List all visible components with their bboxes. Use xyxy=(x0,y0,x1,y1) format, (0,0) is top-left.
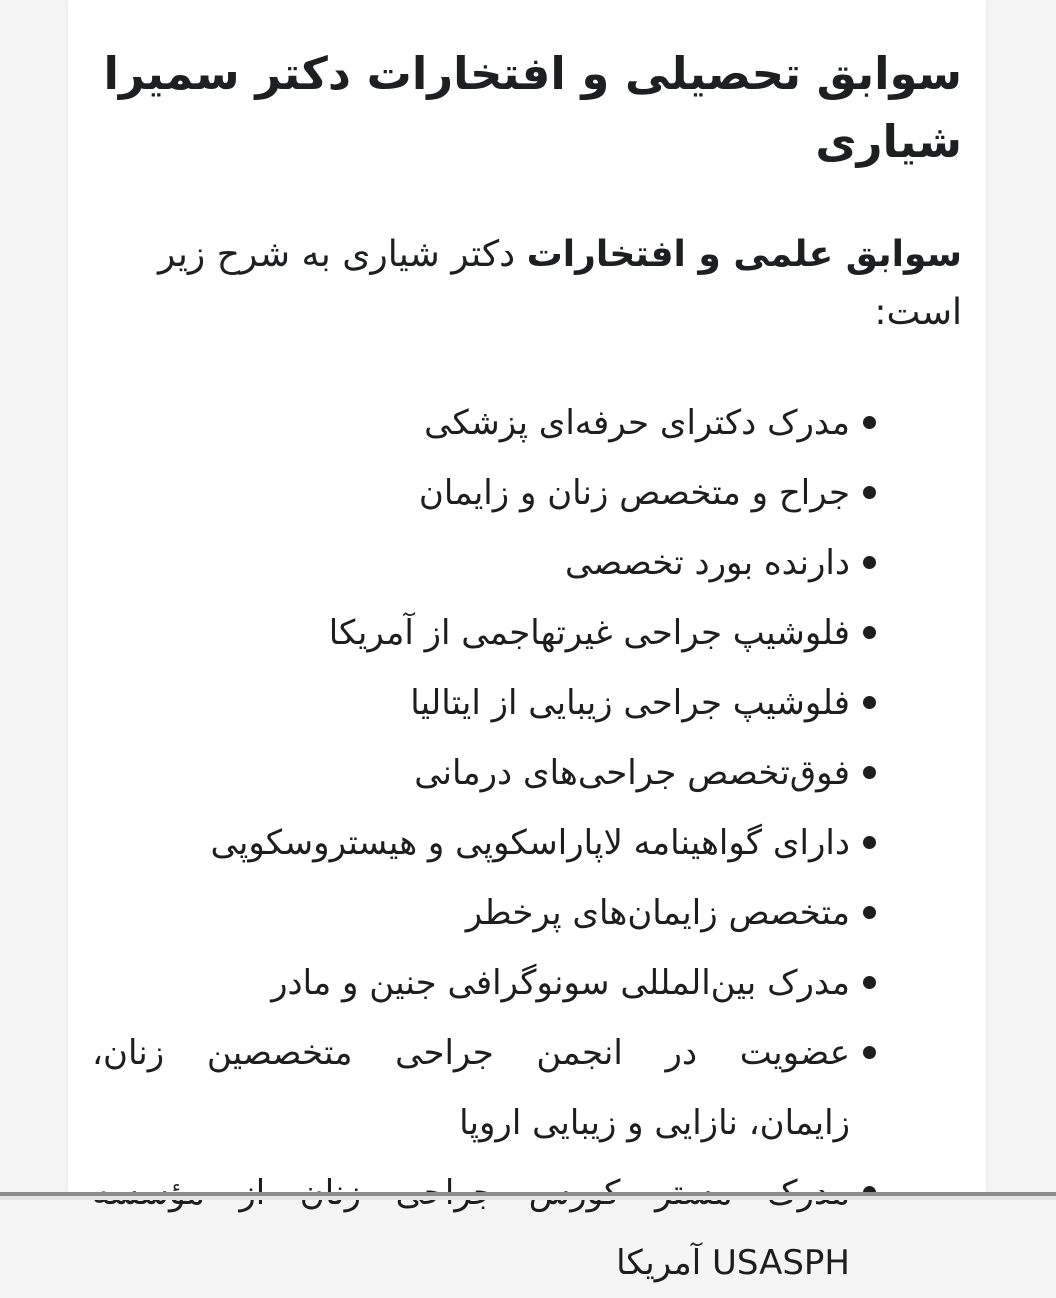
list-item-line: جراح و متخصص زنان و زایمان xyxy=(418,473,850,513)
list-item xyxy=(92,738,850,808)
list-item-line: زایمان، نازایی و زیبایی اروپا xyxy=(459,1103,850,1143)
list-item xyxy=(92,668,850,738)
list-item-line: فلوشیپ جراحی غیرتهاجمی از آمریکا xyxy=(328,613,850,653)
right-gutter xyxy=(986,0,1056,1200)
list-item xyxy=(92,458,850,528)
list-item-line: دارنده بورد تخصصی xyxy=(564,543,850,583)
list-item-line: متخصص زایمان‌های پرخطر xyxy=(465,893,850,933)
list-item xyxy=(92,598,850,668)
list-item xyxy=(92,878,850,948)
list-item xyxy=(92,1018,850,1158)
list-item xyxy=(92,388,850,458)
intro-rest: دکتر شیاری به شرح زیر است: xyxy=(158,234,962,333)
list-item-line: مدرک دکترای حرفه‌ای پزشکی xyxy=(424,403,850,443)
intro-bold-lead: سوابق علمی و افتخارات xyxy=(526,234,962,275)
bottom-divider xyxy=(0,1192,1056,1200)
page-title: سوابق تحصیلی و افتخارات دکتر سمیرا شیاری xyxy=(103,47,962,168)
intro-paragraph xyxy=(92,226,962,342)
left-gutter xyxy=(0,0,68,1200)
credentials-list xyxy=(92,388,962,1298)
list-item xyxy=(92,528,850,598)
list-item-line: فلوشیپ جراحی زیبایی از ایتالیا xyxy=(410,683,850,723)
article-card xyxy=(68,0,986,1283)
list-item xyxy=(92,1158,850,1298)
list-item-line: USASPH آمریکا xyxy=(616,1243,850,1283)
list-item xyxy=(92,808,850,878)
list-item xyxy=(92,948,850,1018)
list-item-line: عضویت در انجمن جراحی متخصصین زنان، xyxy=(92,1033,850,1073)
list-item-line: فوق‌تخصص جراحی‌های درمانی xyxy=(414,753,850,793)
list-item-line: مدرک بین‌المللی سونوگرافی جنین و مادر xyxy=(271,963,850,1003)
list-item-line: دارای گواهینامه لاپاراسکوپی و هیستروسکوپی xyxy=(210,823,850,863)
